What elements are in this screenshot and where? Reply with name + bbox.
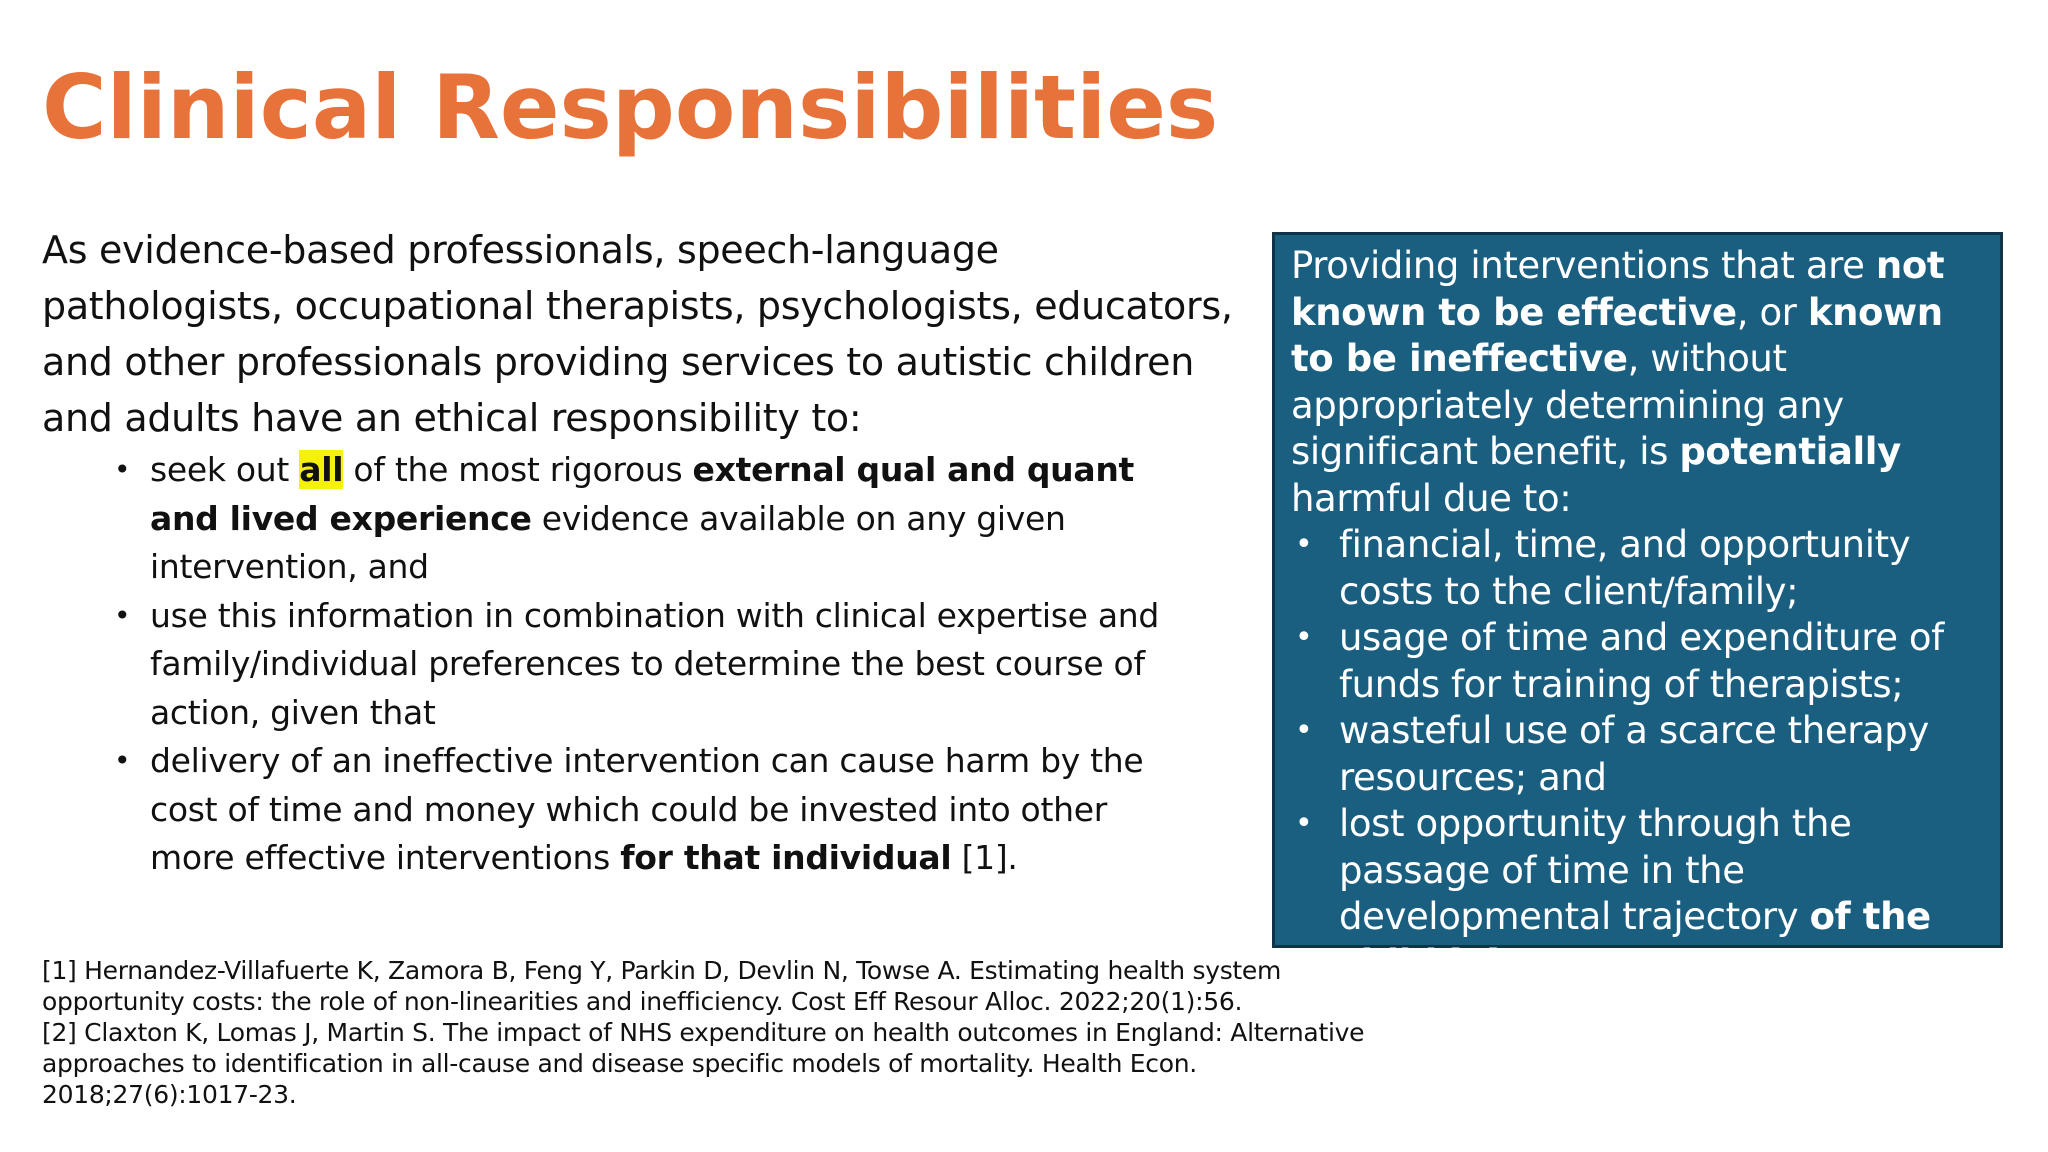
bullet-icon: • [1295,527,1313,562]
highlighted-word: all [299,450,344,489]
list-item: • seek out all of the most rigorous external qual and quant and lived experience evidence available on any given intervention, and [150,446,1170,592]
reference-2: [2] Claxton K, Lomas J, Martin S. The impact of NHS expenditure on health outcomes in England: Alternative approaches to identification in all-cause and disease specific models of mortality. Health Econ. 2018;27(6):1017-23. [42,1018,1365,1109]
bullet-icon: • [114,453,131,486]
references [42,955,1402,1110]
reference-1: [1] Hernandez-Villafuerte K, Zamora B, Feng Y, Parkin D, Devlin N, Towse A. Estimating health system opportunity costs: the role of non-linearities and inefficiency. Cost Eff Resour Alloc. 2022;20(1):56. [42,956,1282,1016]
list-item: • lost opportunity through the passage of time in the developmental trajectory of the child [2]. [1295,802,1931,985]
list-item: • delivery of an ineffective intervention can cause harm by the cost of time and money which could be invested into other more effective interventions for that individual [1]. [150,737,1170,883]
bullet-icon: • [1295,620,1313,655]
bullet-icon: • [1295,806,1313,841]
bullet-icon: • [114,744,131,777]
list-item: • financial, time, and opportunity costs to the client/family; [1295,523,1911,613]
main-content [42,222,1242,883]
responsibility-list [42,446,1242,883]
harm-list [1291,522,1990,987]
bullet-icon: • [114,598,131,632]
callout-lead: Providing interventions that are not known to be effective, or known to be ineffective, without appropriately determining any significant benefit, is potentially harmful due to: [1291,244,1945,520]
intro-paragraph: As evidence-based professionals, speech-language pathologists, occupational therapists, psychologists, educators, and other professionals providing services to autistic children and adults have an ethical responsibility to: [42,228,1233,440]
list-item: • usage of time and expenditure of funds for training of therapists; [1295,616,1944,706]
list-item: • wasteful use of a scarce therapy resources; and [1295,709,1929,799]
slide-title: Clinical Responsibilities [42,56,1219,159]
harm-callout-box [1272,232,2003,985]
list-item: • use this information in combination with clinical expertise and family/individual preferences to determine the best course of action, given that [150,592,1170,738]
bullet-icon: • [1295,713,1313,748]
